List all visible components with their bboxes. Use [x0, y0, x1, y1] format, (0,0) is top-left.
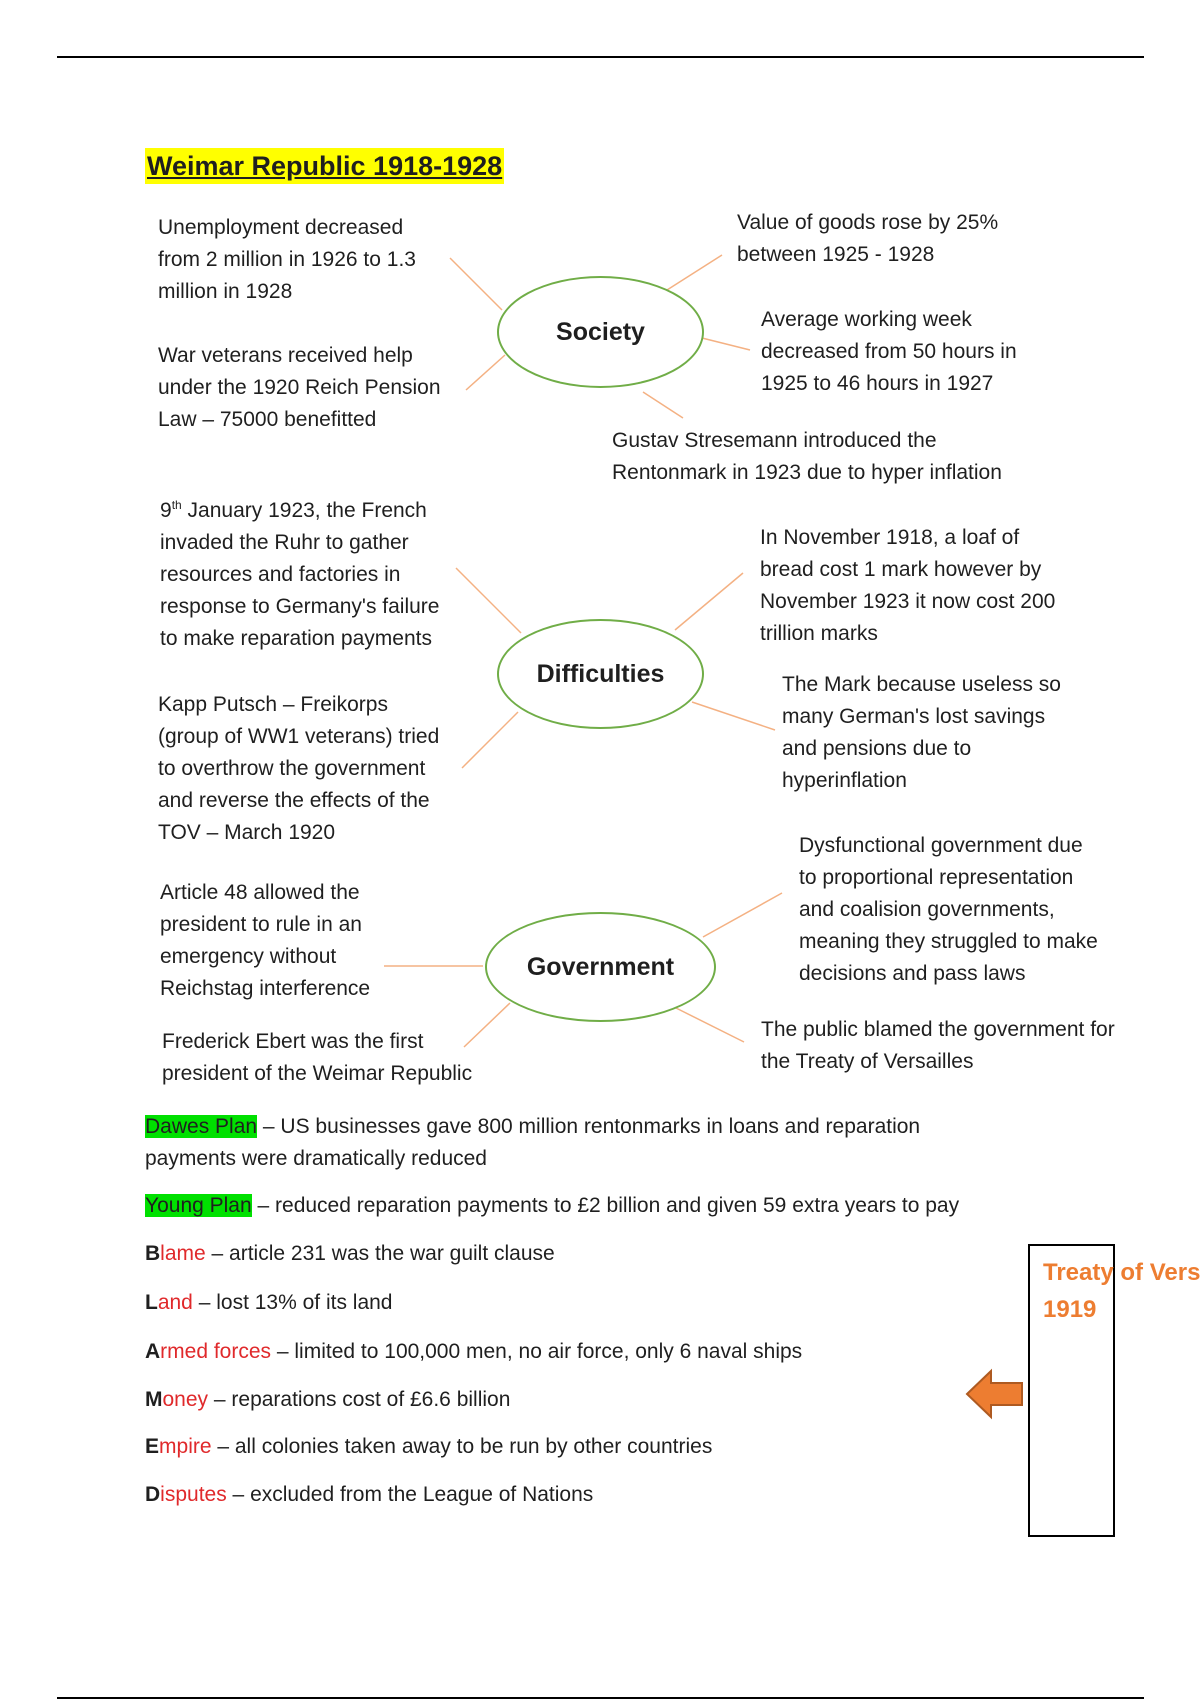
blame-list-item: Blame – article 231 was the war guilt clause	[145, 1242, 555, 1265]
society-hub: Society	[497, 276, 704, 388]
dysfunctional-note: Dysfunctional government due to proportional representation and coalision governments, meaning they struggled to make decisions and pass laws	[799, 834, 1098, 985]
article48-note: Article 48 allowed the president to rule in an emergency without Reichstag interference	[160, 881, 371, 1000]
stresemann-note: Gustav Stresemann introduced the Rentonmark in 1923 due to hyper inflation	[612, 429, 1002, 484]
blame-list-item: Money – reparations cost of £6.6 billion	[145, 1388, 511, 1411]
connector-line	[643, 392, 683, 418]
connector-line	[456, 568, 521, 633]
blame-list-item: Armed forces – limited to 100,000 men, no air force, only 6 naval ships	[145, 1340, 803, 1363]
bread-price-note: In November 1918, a loaf of bread cost 1 mark however by November 1923 it now cost 200 trillion marks	[760, 526, 1056, 645]
goods-note: Value of goods rose by 25% between 1925 - 1928	[737, 211, 999, 266]
blame-list-item: Empire – all colonies taken away to be run by other countries	[145, 1435, 713, 1458]
connector-line	[675, 573, 743, 630]
working-week-note: Average working week decreased from 50 hours in 1925 to 46 hours in 1927	[761, 308, 1017, 395]
kapp-putsch-note: Kapp Putsch – Freikorps (group of WW1 veterans) tried to overthrow the government and reverse the effects of the TOV – March 1920	[158, 693, 440, 844]
difficulties-hub: Difficulties	[497, 619, 704, 729]
government-hub: Government	[485, 912, 716, 1022]
young-plan-paragraph: Young Plan – reduced reparation payments to £2 billion and given 59 extra years to pay	[145, 1194, 960, 1217]
ruhr-note: 9th January 1923, the French invaded the Ruhr to gather resources and factories in response to Germany's failure to make reparation payments	[160, 498, 440, 650]
versailles-blame-note: The public blamed the government for the Treaty of Versailles	[761, 1018, 1115, 1073]
page-title: Weimar Republic 1918-1928	[145, 148, 504, 184]
treaty-label: Treaty of Vers 1919	[1043, 1259, 1200, 1323]
ebert-note: Frederick Ebert was the first president of the Weimar Republic	[162, 1030, 473, 1085]
blame-list-item: Disputes – excluded from the League of Nations	[145, 1483, 594, 1506]
blame-list-item: Land – lost 13% of its land	[145, 1291, 393, 1314]
connector-line	[702, 338, 750, 350]
left-arrow-icon	[965, 1368, 1025, 1420]
dawes-plan-label: Dawes Plan	[145, 1115, 258, 1138]
mark-useless-note: The Mark because useless so many German's lost savings and pensions due to hyperinflation	[782, 673, 1061, 792]
dawes-plan-paragraph: Dawes Plan – US businesses gave 800 million rentonmarks in loans and reparation payments were dramatically reduced	[145, 1115, 921, 1170]
connector-line	[676, 1008, 744, 1042]
veterans-note: War veterans received help under the 1920 Reich Pension Law – 75000 benefitted	[158, 344, 441, 431]
connector-line	[462, 712, 518, 768]
connector-line	[466, 355, 505, 390]
unemployment-note: Unemployment decreased from 2 million in 1926 to 1.3 million in 1928	[158, 216, 416, 303]
young-plan-label: Young Plan	[145, 1194, 252, 1217]
connector-line	[703, 893, 782, 937]
connector-line	[692, 702, 775, 730]
treaty-of-versailles-box	[1028, 1244, 1200, 1537]
connector-line	[450, 258, 502, 310]
connector-line	[667, 255, 722, 290]
